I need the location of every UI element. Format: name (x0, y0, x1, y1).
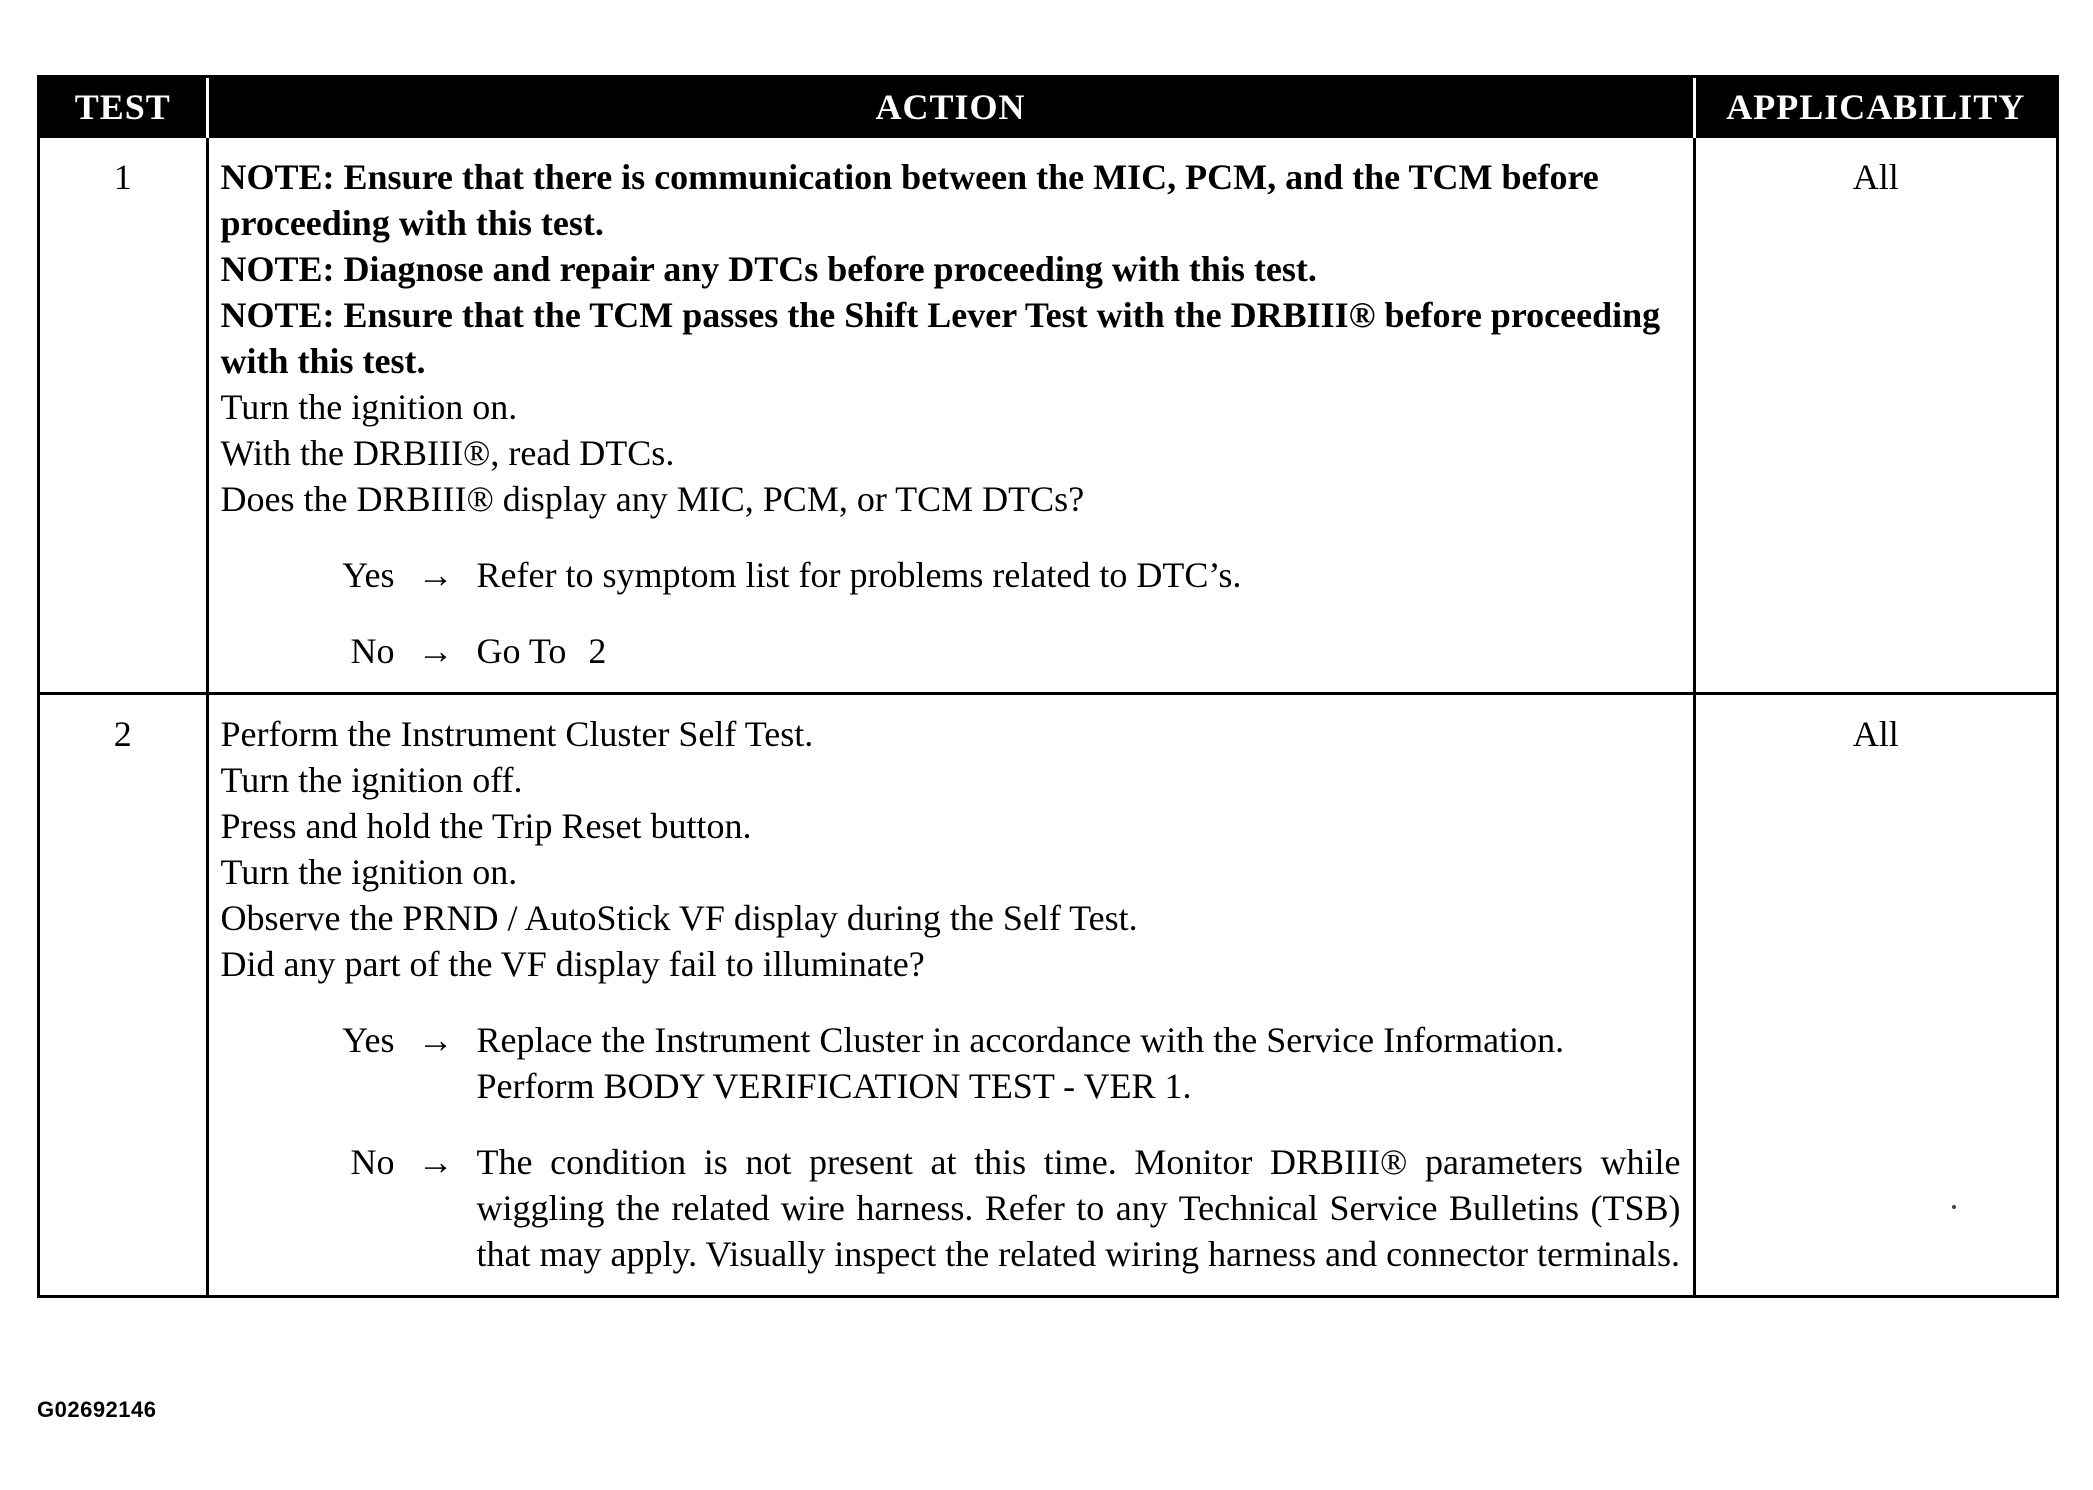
figure-reference-code: G02692146 (37, 1397, 157, 1422)
test-row-2 (40, 694, 2056, 1296)
result-text: Replace the Instrument Cluster in accordance with the Service Information. (476, 1020, 1565, 1060)
result-text: Refer to symptom list for problems related to DTC’s. (476, 555, 1242, 595)
step-text: Observe the PRND / AutoStick VF display during the Self Test. (220, 898, 1138, 938)
no-branch (221, 628, 1681, 674)
right-arrow-icon: → (417, 1020, 454, 1060)
step-text: Turn the ignition on. (220, 387, 518, 427)
step-text: Turn the ignition off. (220, 760, 523, 800)
header-test: TEST (40, 78, 207, 137)
diagnostic-test-table-frame (37, 75, 2059, 1298)
header-applicability: APPLICABILITY (1694, 78, 2056, 137)
yes-label: Yes (342, 1020, 395, 1060)
step-text: Turn the ignition on. (220, 852, 518, 892)
no-result (477, 1139, 1681, 1277)
step-text: Did any part of the VF display fail to illuminate? (220, 944, 925, 984)
yes-branch (221, 552, 1681, 598)
goto-text: Go To (476, 631, 567, 671)
yes-label: Yes (342, 555, 395, 595)
header-action: ACTION (207, 78, 1694, 137)
action-cell (207, 694, 1694, 1296)
header-row (40, 78, 2056, 137)
yes-branch (221, 1017, 1681, 1109)
result-text: Perform BODY VERIFICATION TEST - VER 1. (476, 1066, 1192, 1106)
right-arrow-icon: → (417, 631, 454, 671)
yes-result (477, 1017, 1681, 1109)
yes-result (477, 552, 1681, 598)
right-arrow-icon: → (417, 555, 454, 595)
test-number: 2 (40, 694, 207, 1296)
applicability-value: All (1694, 137, 2056, 694)
step-text: Press and hold the Trip Reset button. (220, 806, 752, 846)
no-label: No (350, 631, 395, 671)
note-text: NOTE: Diagnose and repair any DTCs before proceeding with this test. (220, 249, 1317, 289)
no-branch (221, 1139, 1681, 1277)
result-text: The condition is not present at this time. Monitor DRBIII® parameters while wiggling the related wire harness. Refer to any Technical Service Bulletins (TSB) that may apply. Visually inspect the related wiring harness and connector terminals. (476, 1142, 1681, 1274)
scan-speck (1952, 1205, 1956, 1209)
test-row-1 (40, 137, 2056, 694)
action-cell (207, 137, 1694, 694)
test-number: 1 (40, 137, 207, 694)
step-text: Perform the Instrument Cluster Self Test. (220, 714, 814, 754)
right-arrow-icon: → (417, 1142, 454, 1182)
diagnostic-test-table (40, 78, 2056, 1295)
no-result (477, 628, 1681, 674)
note-text: NOTE: Ensure that the TCM passes the Shift Lever Test with the DRBIII® before proceeding with this test. (220, 295, 1661, 381)
goto-test-link[interactable]: 2 (588, 631, 607, 671)
applicability-value: All (1694, 694, 2056, 1296)
note-text: NOTE: Ensure that there is communication between the MIC, PCM, and the TCM before proceeding with this test. (220, 157, 1599, 243)
step-text: Does the DRBIII® display any MIC, PCM, or TCM DTCs? (220, 479, 1085, 519)
step-text: With the DRBIII®, read DTCs. (220, 433, 675, 473)
no-label: No (350, 1142, 395, 1182)
